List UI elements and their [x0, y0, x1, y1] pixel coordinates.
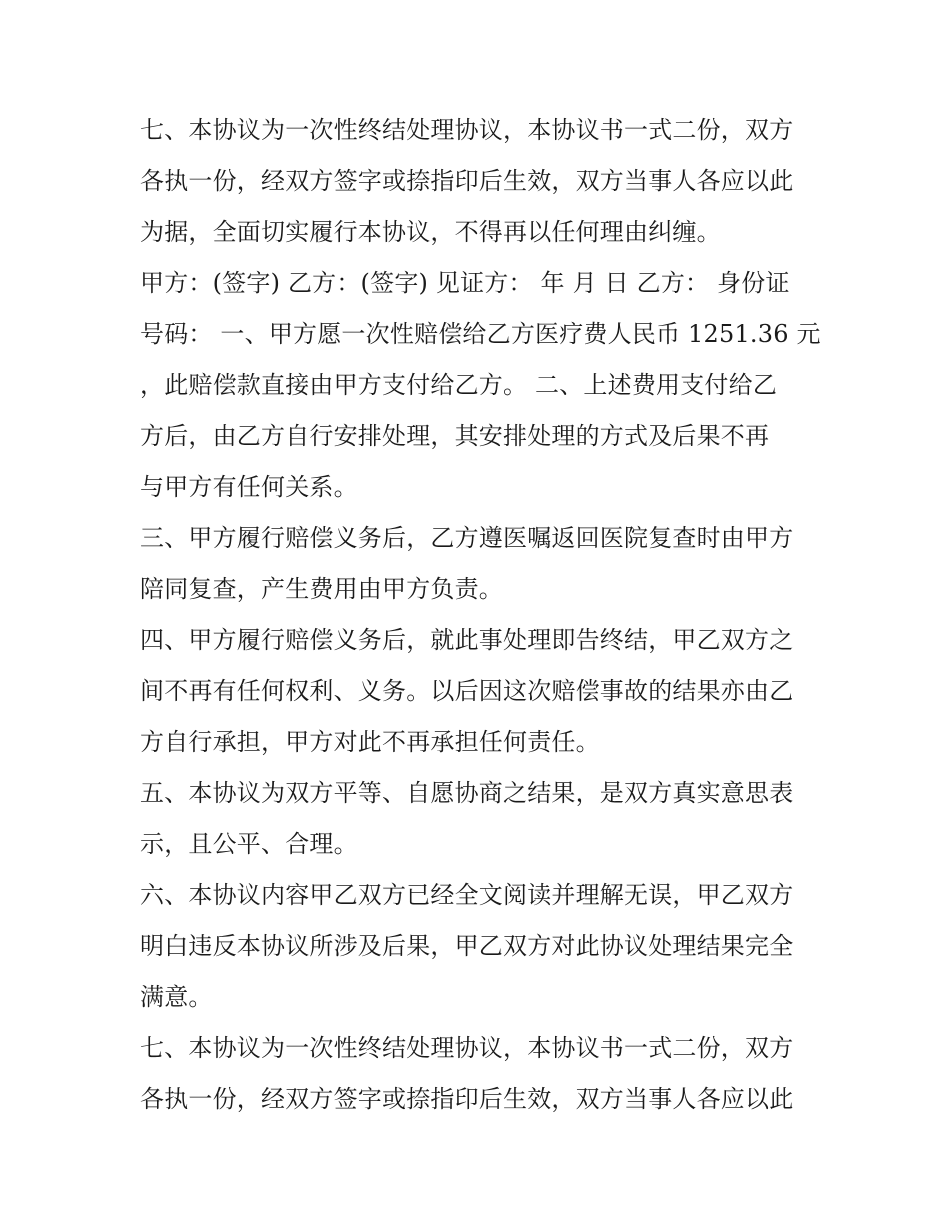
text-line: ，此赔偿款直接由甲方支付给乙方。 二、上述费用支付给乙: [140, 371, 778, 399]
paragraph-clause-7-repeat: [140, 1023, 812, 1125]
text-line: 示，且公平、合理。: [140, 830, 358, 858]
text-line: 满意。: [140, 983, 213, 1011]
text-line: 甲方：(签字) 乙方：(签字) 见证方： 年 月 日 乙方： 身份证: [140, 269, 790, 297]
text-line: 三、甲方履行赔偿义务后，乙方遵医嘱返回医院复查时由甲方: [140, 524, 794, 552]
text-line: 陪同复查，产生费用由甲方负责。: [140, 575, 503, 603]
paragraph-clause-7: [140, 105, 812, 258]
text-line: 五、本协议为双方平等、自愿协商之结果，是双方真实意思表: [140, 779, 794, 807]
text-line: 四、甲方履行赔偿义务后，就此事处理即告终结，甲乙双方之: [140, 626, 794, 654]
text-line: 七、本协议为一次性终结处理协议，本协议书一式二份，双方: [140, 1034, 794, 1062]
text-line: 七、本协议为一次性终结处理协议，本协议书一式二份，双方: [140, 116, 794, 144]
text-line: 方自行承担，甲方对此不再承担任何责任。: [140, 728, 600, 756]
text-line: 各执一份，经双方签字或捺指印后生效，双方当事人各应以此: [140, 1085, 794, 1113]
paragraph-signatures-and-clauses-1-2: [140, 258, 821, 513]
text-line: 明白违反本协议所涉及后果，甲乙双方对此协议处理结果完全: [140, 932, 794, 960]
text-line: 方后，由乙方自行安排处理，其安排处理的方式及后果不再: [140, 422, 770, 450]
text-line: 与甲方有任何关系。: [140, 473, 358, 501]
text-line: 各执一份，经双方签字或捺指印后生效，双方当事人各应以此: [140, 167, 794, 195]
paragraph-clause-5: [140, 768, 812, 870]
document-body: [140, 105, 821, 1125]
paragraph-clause-3: [140, 513, 812, 615]
text-line: 六、本协议内容甲乙双方已经全文阅读并理解无误，甲乙双方: [140, 881, 794, 909]
paragraph-clause-6: [140, 870, 812, 1023]
text-line: 间不再有任何权利、义务。以后因这次赔偿事故的结果亦由乙: [140, 677, 794, 705]
text-line: 为据，全面切实履行本协议，不得再以任何理由纠缠。: [140, 218, 721, 246]
paragraph-clause-4: [140, 615, 812, 768]
text-line: 号码： 一、甲方愿一次性赔偿给乙方医疗费人民币 1251.36 元: [140, 320, 821, 348]
